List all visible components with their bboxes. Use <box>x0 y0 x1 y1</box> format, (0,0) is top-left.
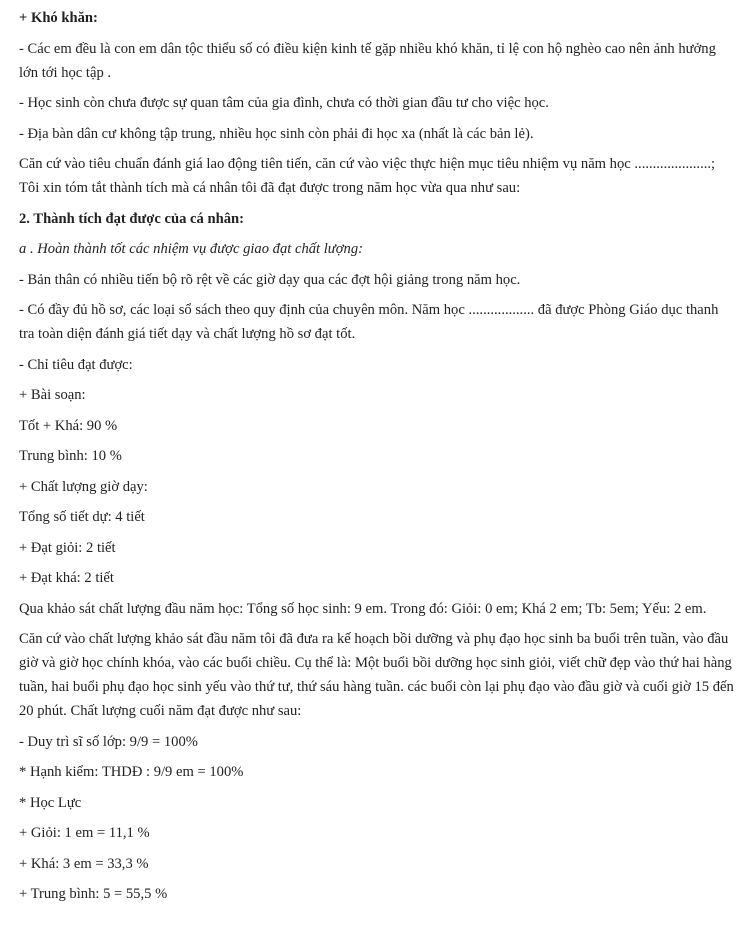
list-item-academic: * Học Lực <box>19 794 82 811</box>
section-heading-achievements: 2. Thành tích đạt được của cá nhân: <box>19 210 244 227</box>
list-item-attendance: - Duy trì sĩ số lớp: 9/9 = 100% <box>19 733 198 750</box>
list-item-teaching-quality: + Chất lượng giờ dạy: <box>19 478 148 495</box>
list-item-targets: - Chỉ tiêu đạt được: <box>19 356 133 373</box>
paragraph-records: - Có đầy đủ hồ sơ, các loại sổ sách theo quy định của chuyên môn. Năm học .................. đã được Phòng Giáo dục thanh tra toàn diện đánh giá tiết dạy và chất lượng hồ sơ đạt tốt. <box>19 302 719 342</box>
paragraph-difficulty-economy: - Các em đều là con em dân tộc thiểu số có điều kiện kinh tế gặp nhiều khó khăn, tỉ lệ con hộ nghèo cao nên ảnh hưởng lớn tới học tập . <box>19 40 716 81</box>
list-item-average: Trung bình: 10 % <box>19 448 122 464</box>
paragraph-progress: - Bản thân có nhiều tiến bộ rõ rệt về các giờ dạy qua các đợt hội giảng trong năm học. <box>19 271 521 288</box>
list-item-academic-good: + Khá: 3 em = 33,3 % <box>19 855 149 872</box>
list-item-academic-average: + Trung bình: 5 = 55,5 % <box>19 886 168 902</box>
list-item-good-periods: + Đạt khá: 2 tiết <box>19 570 114 586</box>
list-item-conduct: * Hạnh kiểm: THDĐ : 9/9 em = 100% <box>19 764 244 780</box>
paragraph-difficulty-family: - Học sinh còn chưa được sự quan tâm của gia đình, chưa có thời gian đầu tư cho việc học. <box>19 95 549 111</box>
paragraph-summary-intro: Căn cứ vào tiêu chuẩn đánh giá lao động tiên tiến, căn cứ vào việc thực hiện mục tiêu nhiệm vụ năm học .....................; Tôi xin tóm tắt thành tích mà cá nhân tôi đã đạt được trong năm học vừa qua như sau: <box>19 156 716 196</box>
paragraph-difficulty-location: - Địa bàn dân cư không tập trung, nhiều học sinh còn phải đi học xa (nhất là các bản lẻ). <box>19 125 534 142</box>
list-item-lesson-plans: + Bài soạn: <box>19 387 86 403</box>
list-item-good-fair: Tốt + Khá: 90 % <box>19 417 118 434</box>
subsection-heading-tasks: a . Hoàn thành tốt các nhiệm vụ được giao đạt chất lượng: <box>19 241 363 257</box>
list-item-excellent-periods: + Đạt giỏi: 2 tiết <box>19 539 116 556</box>
paragraph-tutoring-plan: Căn cứ vào chất lượng khảo sát đầu năm tôi đã đưa ra kế hoạch bồi dưỡng và phụ đạo học sinh ba buổi trên tuần, vào đầu giờ và giờ học chính khóa, vào các buổi chiều. Cụ thể là: Một buổi bồi dưỡng học sinh giỏi, viết chữ đẹp vào thứ hai hàng tuần, hai buổi phụ đạo học sinh yếu vào thứ tư, thứ sáu hàng tuần. các buổi còn lại phụ đạo vào đầu giờ và cuối giờ 15 đến 20 phút. Chất lượng cuối năm đạt được như sau: <box>19 631 734 719</box>
list-item-academic-excellent: + Giỏi: 1 em = 11,1 % <box>19 825 150 841</box>
list-item-total-observed: Tổng số tiết dự: 4 tiết <box>19 509 145 525</box>
heading-kho-khan: + Khó khăn: <box>19 10 98 26</box>
paragraph-initial-survey: Qua khảo sát chất lượng đầu năm học: Tổng số học sinh: 9 em. Trong đó: Giỏi: 0 em; Khá 2 em; Tb: 5em; Yếu: 2 em. <box>19 600 707 617</box>
